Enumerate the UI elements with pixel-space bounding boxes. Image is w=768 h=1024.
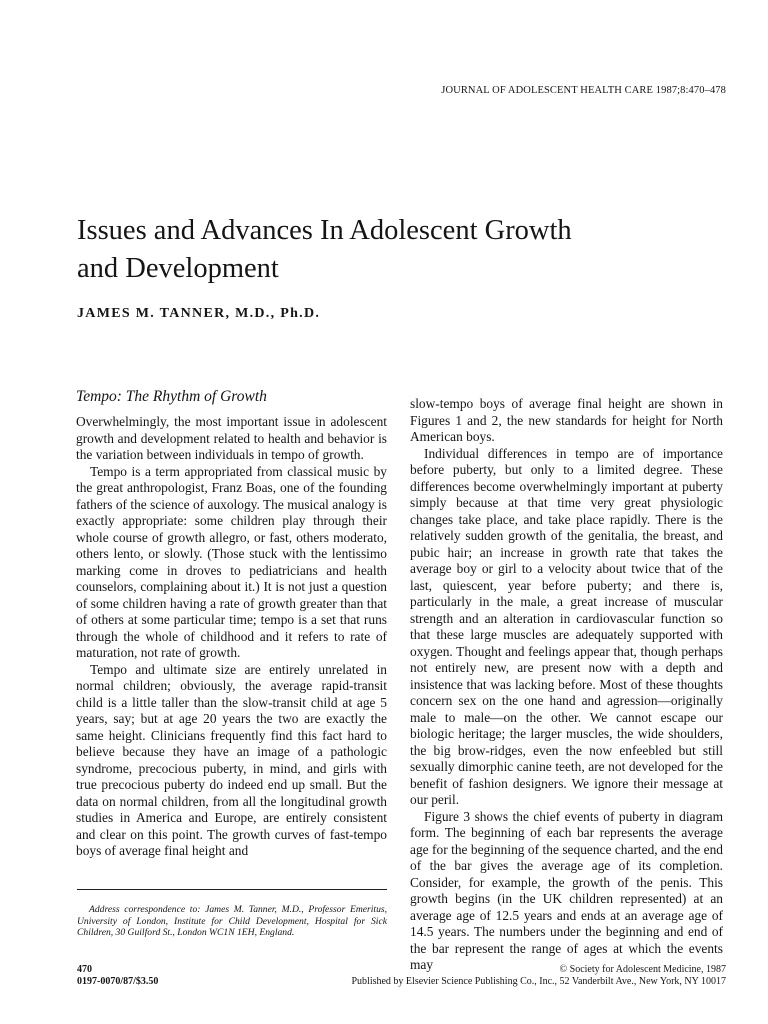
- article-title: [77, 212, 697, 288]
- issn-price: 0197-0070/87/$3.50: [77, 976, 159, 987]
- section-heading: Tempo: The Rhythm of Growth: [76, 388, 267, 405]
- right-column: [410, 396, 723, 974]
- title-line-1: Issues and Advances In Adolescent Growth: [77, 215, 572, 246]
- publisher-line: Published by Elsevier Science Publishing Co., Inc., 52 Vanderbilt Ave., New York, NY 10017: [351, 976, 726, 987]
- author-byline: JAMES M. TANNER, M.D., Ph.D.: [77, 306, 321, 321]
- left-paragraph-3: Tempo and ultimate size are entirely unrelated in normal children; obviously, the average rapid-transit child is a little taller than the slow-transit child at age 5 years, say; but at age 20 years the two are exactly the same height. Clinicians frequently find this fact hard to believe because they have an image of a pathologic syndrome, precocious puberty, in mind, and girls with true precocious puberty do indeed end up small. But the data on normal children, from all the longitudinal growth studies in America and Europe, are entirely consistent and clear on this point. The growth curves of fast-tempo boys of average final height and: [76, 661, 387, 858]
- right-paragraph-1: slow-tempo boys of average final height are shown in Figures 1 and 2, the new standards for height for North American boys.: [410, 396, 723, 444]
- left-paragraph-1: Overwhelmingly, the most important issue in adolescent growth and development related to health and behavior is the variation between individuals in tempo of growth.: [76, 414, 387, 462]
- copyright-notice: © Society for Adolescent Medicine, 1987: [559, 964, 726, 975]
- title-line-2: and Development: [77, 253, 279, 284]
- right-paragraph-3: Figure 3 shows the chief events of puberty in diagram form. The beginning of each bar represents the average age for the beginning of the sequence charted, and the end of the bar gives the average age of its completion. Consider, for example, the growth of the penis. This growth begins (in the UK children represented) at an average age of 12.5 years and ends at an average age of 14.5 years. The numbers under the beginning and end of the bar represent the range of ages at which the events may: [410, 808, 723, 972]
- page-number: 470: [77, 964, 92, 975]
- footnote-divider: [77, 889, 387, 890]
- correspondence-footnote: Address correspondence to: James M. Tanner, M.D., Professor Emeritus, University of London, Institute for Child Development, Hospital for Sick Children, 30 Guilford St., London WC1N 1EH, England.: [77, 904, 387, 938]
- running-head: JOURNAL OF ADOLESCENT HEALTH CARE 1987;8:470–478: [441, 85, 726, 96]
- left-column: [76, 388, 387, 860]
- left-paragraph-2: Tempo is a term appropriated from classical music by the great anthropologist, Franz Boas, one of the founding fathers of the science of auxology. The musical analogy is exactly appropriate: some children play through their whole course of growth allegro, or fast, others moderato, others lento, or slowly. (Those stuck with the lentissimo marking come in droves to pediatricians and health counselors, complaining about it.) It is not just a question of some children having a rate of growth greater than that of others at some particular time; tempo is a set that runs through the whole of childhood and it refers to rate of maturation, not rate of growth.: [76, 463, 387, 660]
- right-paragraph-2: Individual differences in tempo are of importance before puberty, but only to a limited degree. These differences become overwhelmingly important at puberty simply because at that time very great physiologic changes take place, and take place rapidly. There is the relatively sudden growth of the genitalia, the breast, and pubic hair; an increase in growth rate that takes the average boy or girl to a velocity about twice that of the last, quiescent, year before puberty; and there is, particularly in the male, a great increase of muscular strength and an alteration in cardiovascular function so that these large muscles are adequately supported with oxygen. Thought and feelings appear that, though perhaps not entirely new, are present now with a depth and insistence that was lacking before. Most of these thoughts concern sex on the one hand and agression—originally male to male—on the other. We cannot escape our biologic heritage; the larger muscles, the wide shoulders, the big brow-ridges, even the now enfeebled but still sexually dimorphic canine teeth, are not developed for the benefit of fashion designers. We ignore their message at our peril.: [410, 445, 723, 807]
